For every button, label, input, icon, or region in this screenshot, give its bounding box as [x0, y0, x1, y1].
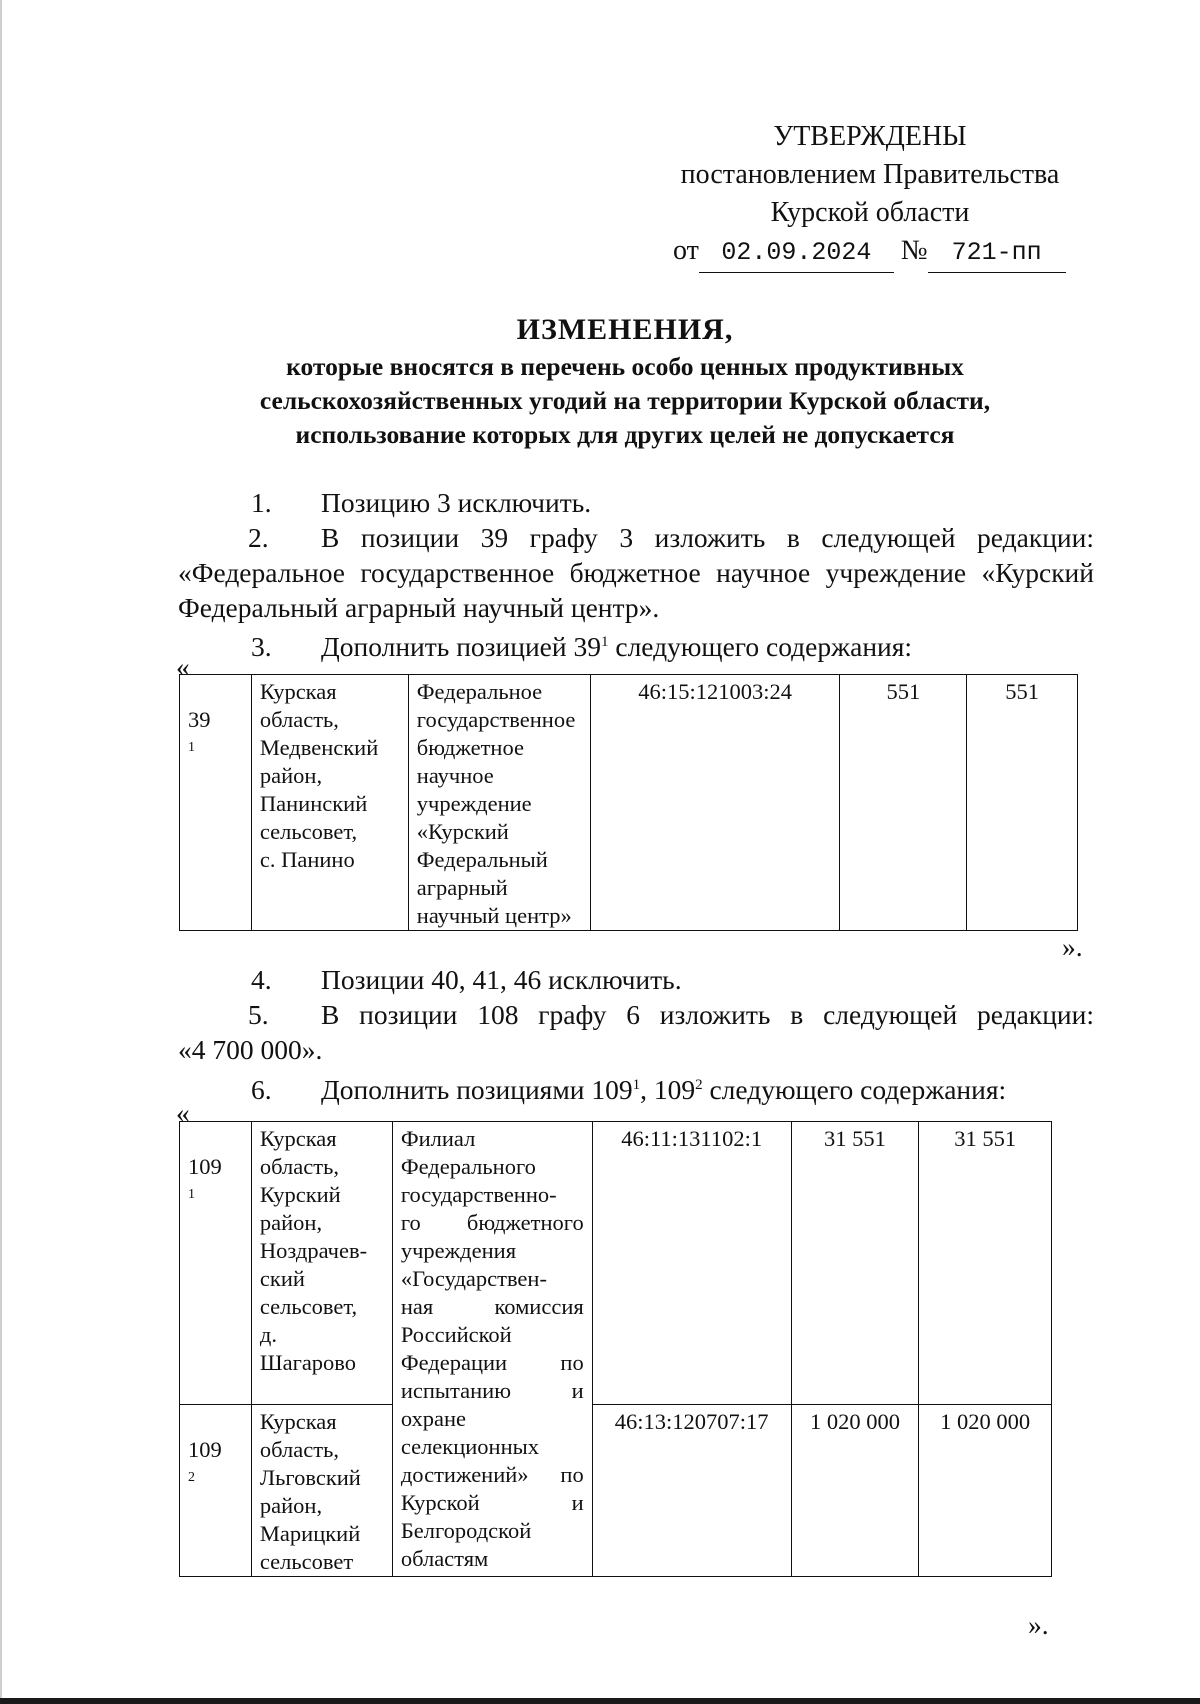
location-line: Курская — [259, 679, 337, 704]
position-sup: 2 — [188, 1470, 195, 1485]
quote-close-2: ». — [1028, 1609, 1049, 1640]
owner-line: селекционных — [400, 1434, 540, 1459]
location-line: область, — [259, 1154, 339, 1179]
item-text-b: следующего содержания: — [702, 1074, 1007, 1106]
owner-line: Белгородской — [400, 1518, 532, 1543]
location-line: область, — [259, 1437, 339, 1462]
position-sup: 1 — [188, 1187, 195, 1202]
cadastral-number: 46:15:121003:24 — [590, 675, 840, 931]
owner-line: испытанию и — [400, 1378, 584, 1403]
owner-line: Федеральный — [416, 847, 548, 872]
owner-line: достижений» по — [400, 1462, 584, 1487]
position-sup: 1 — [188, 740, 195, 755]
approval-title: УТВЕРЖДЕНЫ — [773, 121, 967, 152]
position-number-cell — [180, 1122, 252, 1405]
owner-line: «Государствен- — [400, 1266, 547, 1291]
owner-line: учреждение — [416, 791, 532, 816]
owner-line: го бюджетного — [400, 1210, 584, 1235]
item-number: 1. — [251, 487, 272, 518]
list-item-4 — [178, 962, 1094, 997]
owner-line: ная комиссия — [400, 1294, 584, 1319]
location-line: район, — [259, 1493, 323, 1518]
owner-line: научный центр» — [416, 903, 572, 928]
owner-line: Курской и — [400, 1490, 584, 1515]
item-text-a: Дополнить позициями 109 — [321, 1074, 633, 1106]
position-number: 39 — [188, 707, 211, 732]
item-sup-b: 2 — [695, 1077, 703, 1093]
location-line: район, — [259, 763, 323, 788]
owner-line: государственно- — [400, 1182, 557, 1207]
area-valuable: 1 020 000 — [919, 1405, 1052, 1577]
owner-line: Федерации по — [400, 1350, 584, 1375]
location-cell — [251, 1122, 392, 1405]
approval-date: 02.09.2024 — [699, 234, 894, 273]
approval-reference — [665, 232, 1075, 273]
quote-open-1: « — [176, 651, 190, 682]
owner-line: Федерального — [400, 1154, 536, 1179]
location-line: Медвенский — [259, 735, 379, 760]
location-line: с. Панино — [259, 847, 355, 872]
owner-line: Федеральное — [416, 679, 543, 704]
list-item-1 — [178, 485, 1094, 520]
location-line: Шагарово — [259, 1350, 357, 1375]
list-item-2-continuation: «Федеральное государственное бюджетное научное учреждение «Курский Федеральный аграрный научный центр». — [178, 557, 1094, 623]
owner-line: Филиал — [400, 1126, 476, 1151]
owner-line: научное — [416, 763, 494, 788]
heading-line-3: использование которых для других целей не допускается — [295, 420, 955, 449]
owner-line: областям — [400, 1546, 489, 1571]
position-number: 109 — [188, 1437, 222, 1462]
owner-line: бюджетное — [416, 735, 524, 760]
cadastral-number: 46:13:120707:17 — [592, 1405, 791, 1577]
heading-line-2: сельскохозяйственных угодий на территории Курской области, — [259, 386, 991, 415]
positions-table-2 — [179, 1121, 1052, 1577]
positions-table-1 — [179, 674, 1078, 931]
table-row — [180, 675, 1078, 931]
location-line: ский — [259, 1266, 305, 1291]
position-number-cell — [180, 1405, 252, 1577]
owner-cell — [392, 1122, 592, 1577]
scan-edge-bottom — [0, 1698, 1200, 1704]
location-line: Курский — [259, 1182, 341, 1207]
owner-cell — [408, 675, 590, 931]
position-number: 109 — [188, 1154, 222, 1179]
list-item-5-continuation: «4 700 000». — [178, 1034, 323, 1065]
table-row — [180, 1405, 1052, 1577]
position-number-cell — [180, 675, 252, 931]
location-line: Панинский — [259, 791, 368, 816]
area-valuable: 551 — [967, 675, 1078, 931]
location-line: Ноздрачев- — [259, 1238, 368, 1263]
item-text: В позиции 108 графу 6 изложить в следующей редакции: — [321, 999, 1094, 1030]
quote-open-2: « — [176, 1097, 190, 1128]
list-item-5 — [178, 997, 1094, 1032]
location-line: сельсовет, — [259, 1294, 358, 1319]
item-number: 2. — [248, 522, 269, 553]
item-text-a: Дополнить позицией 39 — [321, 631, 601, 663]
location-line: Курская — [259, 1126, 337, 1151]
area-valuable: 31 551 — [919, 1122, 1052, 1405]
number-prefix: № — [900, 235, 928, 266]
item-text-b: следующего содержания: — [608, 631, 913, 663]
area-total: 1 020 000 — [791, 1405, 919, 1577]
location-line: Льговский — [259, 1465, 361, 1490]
list-item-6 — [178, 1068, 1094, 1107]
approval-stamp — [665, 118, 1075, 273]
owner-line: государственное — [416, 707, 576, 732]
approval-line-2: Курской области — [770, 197, 970, 228]
date-prefix: от — [673, 235, 699, 266]
heading-title: ИЗМЕНЕНИЯ, — [516, 313, 734, 346]
item-number: 6. — [251, 1074, 272, 1106]
scan-edge-left — [0, 0, 2, 1704]
item-sup-a: 1 — [632, 1077, 641, 1093]
location-line: сельсовет, — [259, 819, 358, 844]
item-text-mid: , 109 — [640, 1074, 696, 1106]
cadastral-number: 46:11:131102:1 — [592, 1122, 791, 1405]
owner-line: аграрный — [416, 875, 508, 900]
item-text: В позиции 39 графу 3 изложить в следующей редакции: — [321, 522, 1094, 553]
item-text: Позиции 40, 41, 46 исключить. — [321, 964, 682, 995]
owner-line: охране — [400, 1406, 467, 1431]
location-line: Курская — [259, 1409, 337, 1434]
approval-line-1: постановлением Правительства — [680, 159, 1060, 190]
location-line: д. — [259, 1322, 277, 1347]
item-number: 3. — [251, 631, 272, 663]
heading-line-1: которые вносятся в перечень особо ценных продуктивных — [286, 352, 964, 381]
item-number: 4. — [251, 964, 272, 995]
item-sup: 1 — [600, 634, 609, 650]
area-total: 31 551 — [791, 1122, 919, 1405]
location-cell — [251, 1405, 392, 1577]
area-total: 551 — [840, 675, 967, 931]
location-line: область, — [259, 707, 339, 732]
location-line: сельсовет — [259, 1549, 354, 1574]
quote-close-1: ». — [1062, 931, 1083, 962]
item-number: 5. — [248, 999, 269, 1030]
location-line: район, — [259, 1210, 323, 1235]
table-row — [180, 1122, 1052, 1405]
owner-line: учреждения — [400, 1238, 517, 1263]
approval-number: 721-пп — [928, 234, 1066, 273]
location-line: Марицкий — [259, 1521, 361, 1546]
item-text: Позицию 3 исключить. — [321, 487, 592, 518]
document-heading — [160, 310, 1090, 452]
list-item-3 — [178, 625, 1094, 664]
list-item-2 — [178, 520, 1094, 555]
owner-line: «Курский — [416, 819, 509, 844]
owner-line: Российской — [400, 1322, 512, 1347]
location-cell — [251, 675, 408, 931]
